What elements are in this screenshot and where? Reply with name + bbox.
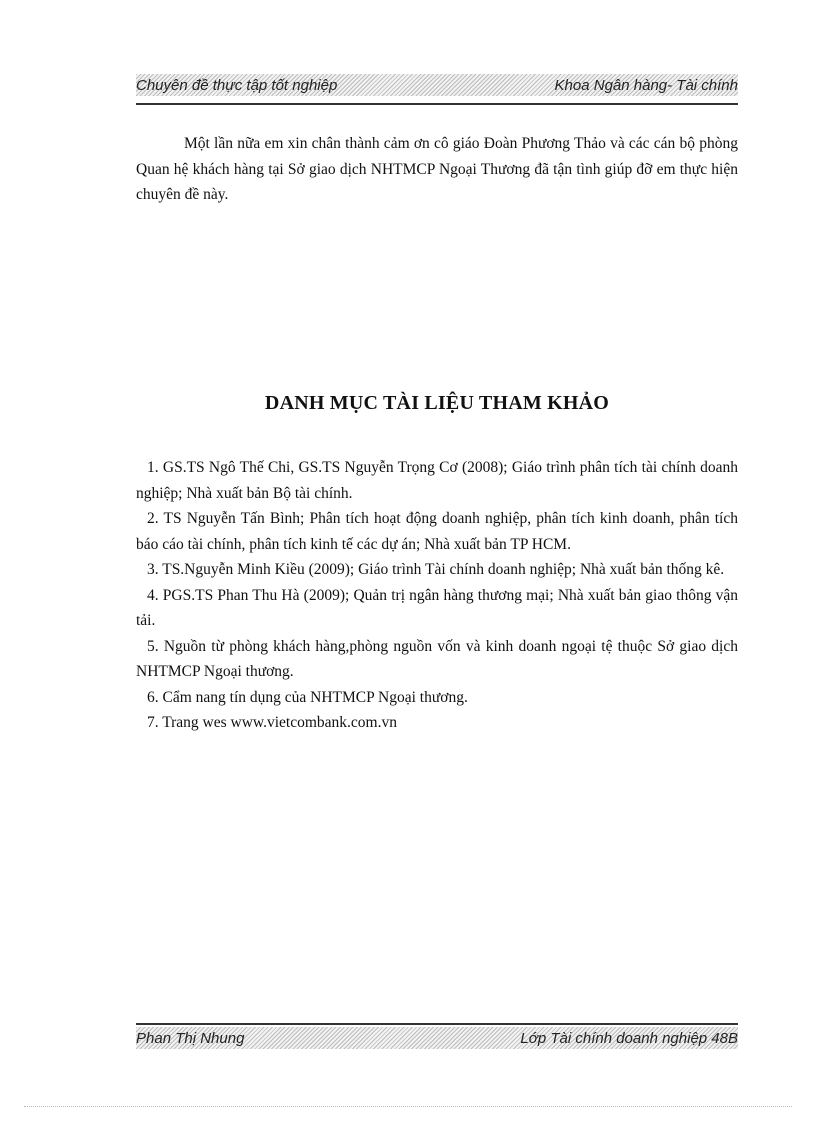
reference-item: 4. PGS.TS Phan Thu Hà (2009); Quản trị ngân hàng thương mại; Nhà xuất bản giao thông vận tải. [136, 586, 738, 629]
header-rule [136, 103, 738, 105]
reference-item: 2. TS Nguyễn Tấn Bình; Phân tích hoạt động doanh nghiệp, phân tích kinh doanh, phân tích báo cáo tài chính, phân tích kinh tế các dự án; Nhà xuất bản TP HCM. [136, 510, 738, 553]
footer-right-text: Lớp Tài chính doanh nghiệp 48B [520, 1029, 738, 1047]
reference-item: 3. TS.Nguyễn Minh Kiều (2009); Giáo trình Tài chính doanh nghiệp; Nhà xuất bản thống kê. [147, 561, 725, 578]
reference-item: 5. Nguồn từ phòng khách hàng,phòng nguồn vốn và kinh doanh ngoại tệ thuộc Sở giao dịch NHTMCP Ngoại thương. [136, 637, 738, 680]
page-header [136, 74, 738, 96]
references-list [136, 455, 738, 736]
footer-left-text: Phan Thị Nhung [136, 1029, 245, 1047]
header-left-text: Chuyên đề thực tập tốt nghiệp [136, 76, 338, 94]
page-footer [136, 1027, 738, 1049]
reference-item: 6. Cẩm nang tín dụng của NHTMCP Ngoại thương. [147, 688, 468, 706]
references-title: DANH MỤC TÀI LIỆU THAM KHẢO [264, 392, 610, 414]
page-edge-divider [24, 1106, 792, 1107]
reference-item: 1. GS.TS Ngô Thế Chi, GS.TS Nguyễn Trọng Cơ (2008); Giáo trình phân tích tài chính doanh nghiệp; Nhà xuất bản Bộ tài chính. [136, 459, 738, 502]
footer-rule [136, 1023, 738, 1025]
thanks-paragraph: Một lần nữa em xin chân thành cảm ơn cô giáo Đoàn Phương Thảo và các cán bộ phòng Quan hệ khách hàng tại Sở giao dịch NHTMCP Ngoại Thương đã tận tình giúp đỡ em thực hiện chuyên đề này. [136, 135, 738, 203]
header-right-text: Khoa Ngân hàng- Tài chính [554, 76, 738, 94]
reference-item: 7. Trang wes www.vietcombank.com.vn [147, 714, 397, 731]
